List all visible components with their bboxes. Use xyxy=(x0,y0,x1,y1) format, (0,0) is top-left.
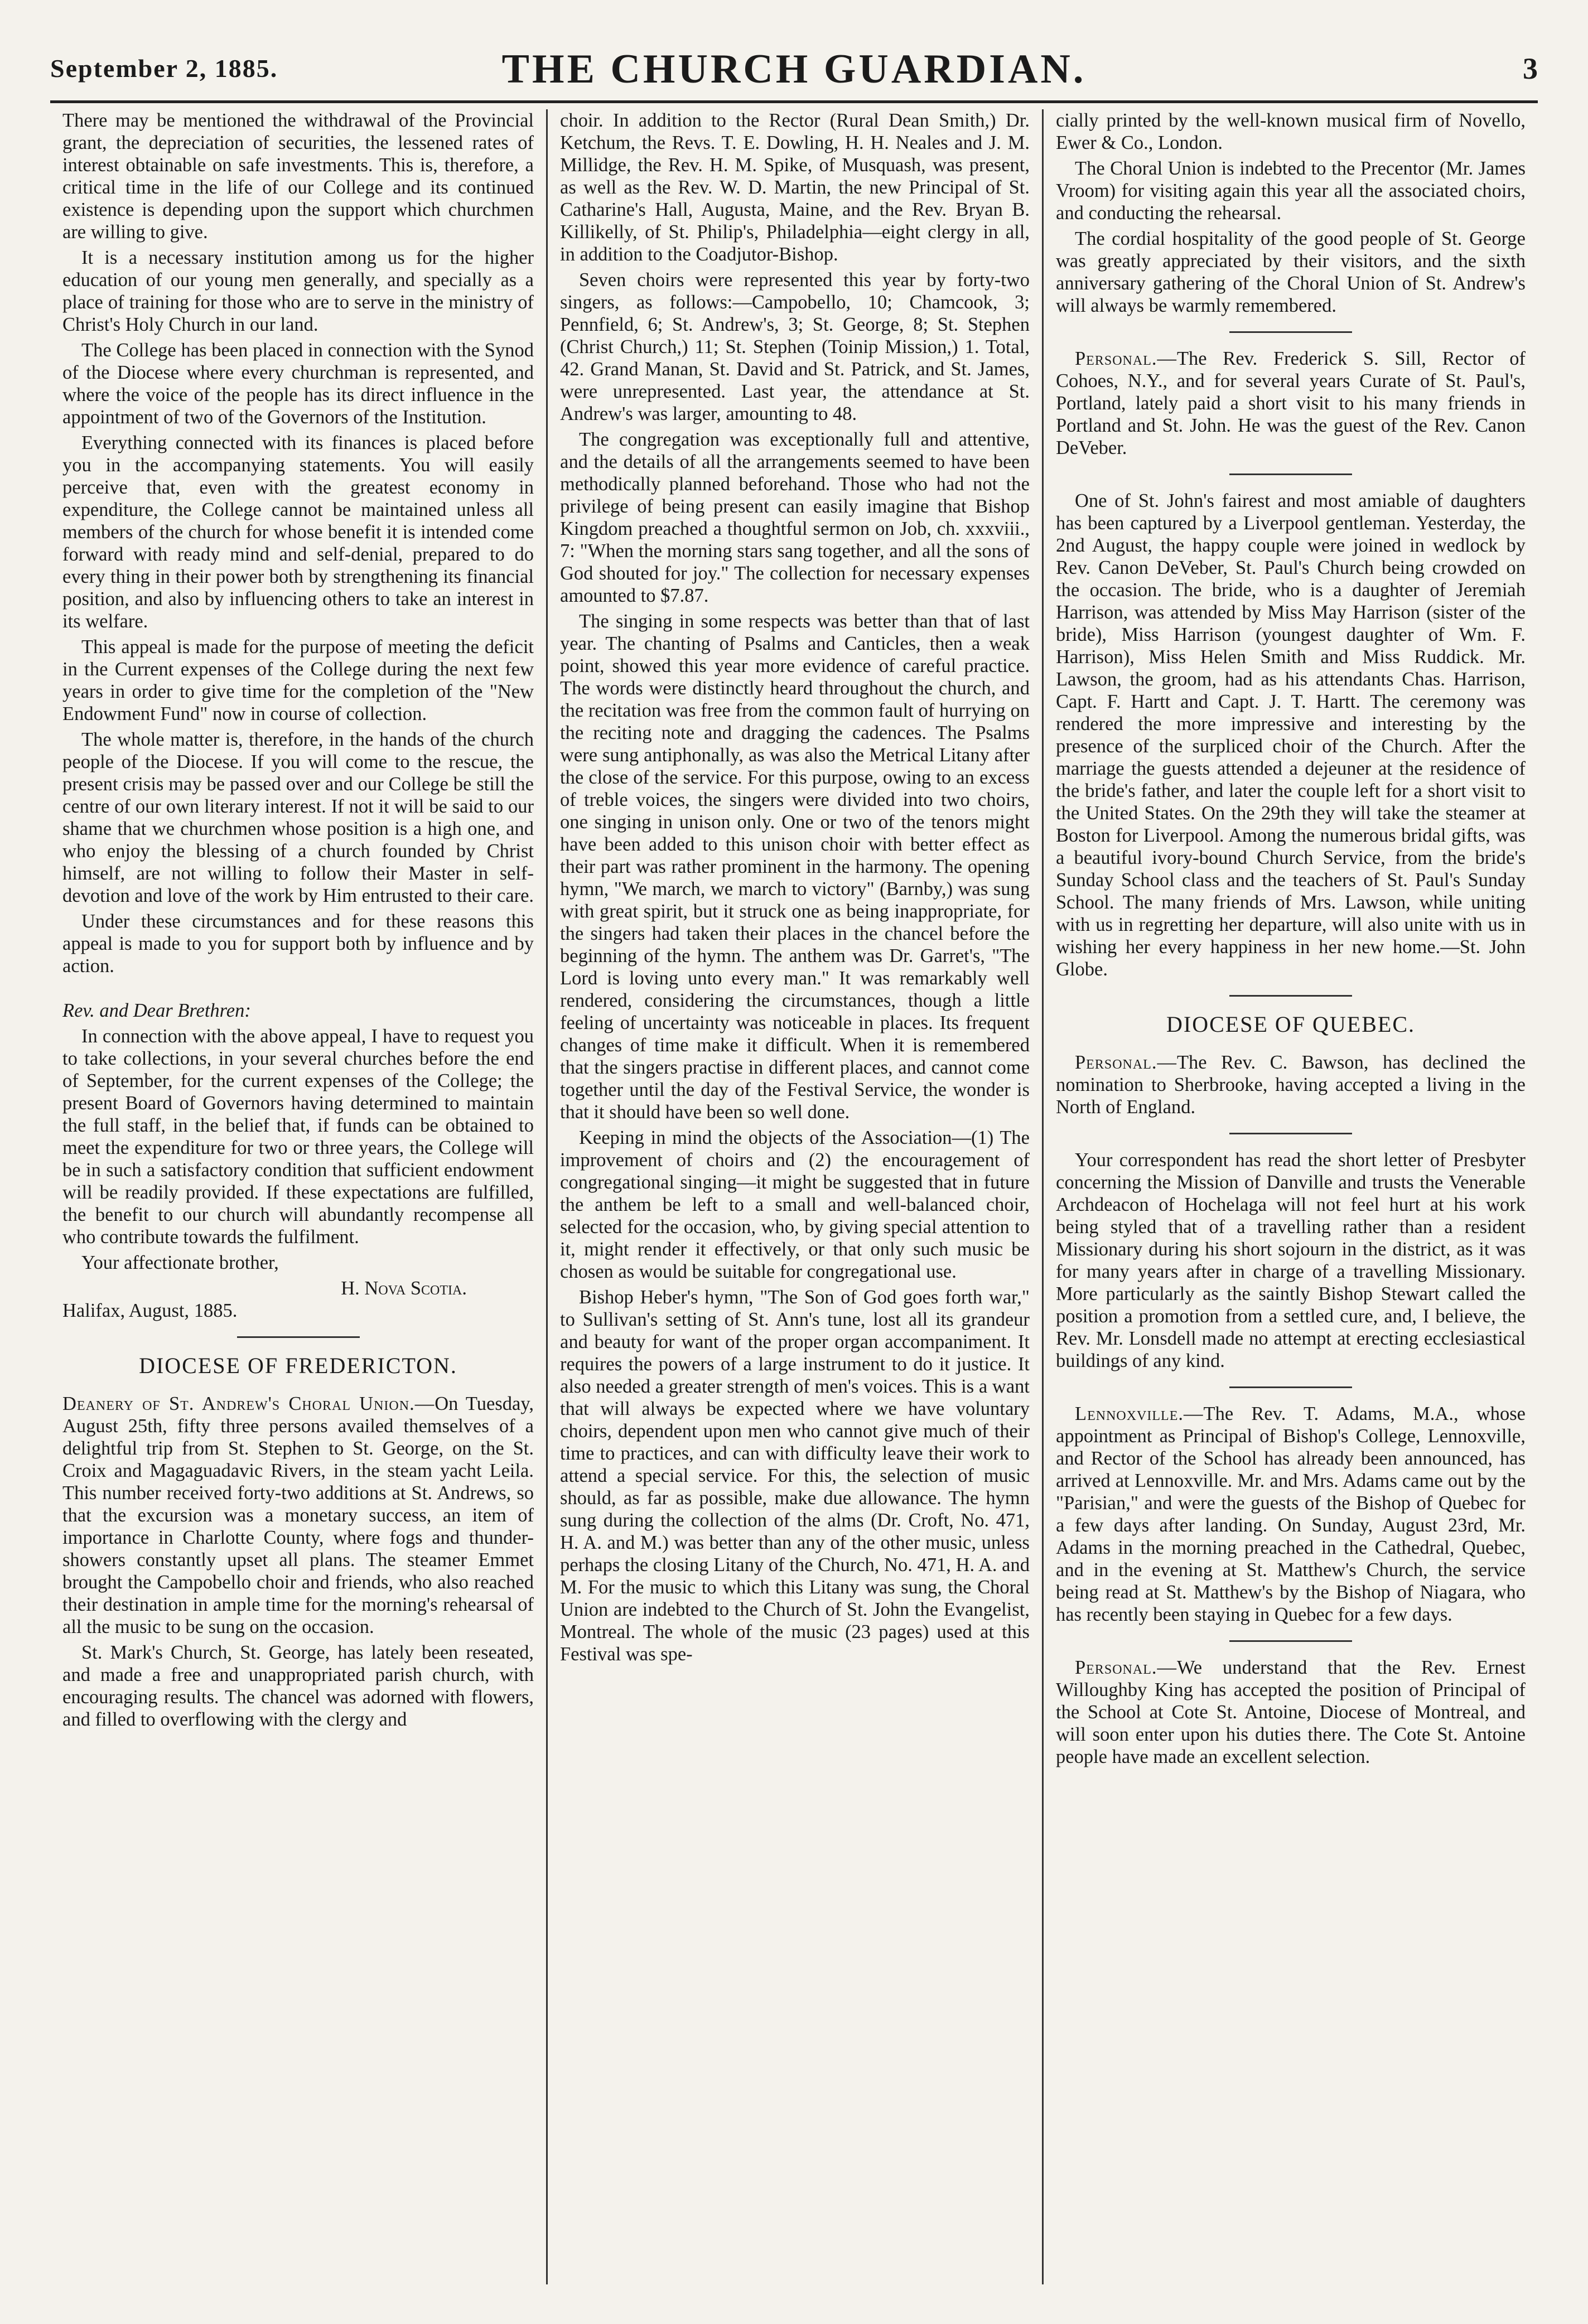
paragraph xyxy=(1056,347,1526,459)
lead-in: Deanery of St. Andrew's Choral Union.— xyxy=(62,1393,435,1414)
issue-date: September 2, 1885. xyxy=(50,54,278,83)
masthead-title: THE CHURCH GUARDIAN. xyxy=(501,46,1087,92)
signature-block xyxy=(62,1277,534,1322)
paragraph: Seven choirs were represented this year by forty-two singers, as follows:—Campobello, 10; Chamcook, 3; Pennfield, 6; St. Andrew's, 3; St. George, 8; St. Stephen (Christ Church,) 11; St. Stephen (Toinip Mission,) 1. Total, 42. Grand Manan, St. David and St. Patrick, and St. James, were unrepresented. Last year, the attendance at St. Andrew's was larger, amounting to 48. xyxy=(560,269,1030,424)
paragraph: Bishop Heber's hymn, "The Son of God goes forth war," to Sullivan's setting of St. Ann's tune, lost all its grandeur and beauty for want of the proper organ accompaniment. It requires the powers of a large instrument to do it justice. It also needed a greater strength of men's voices. This is a want that will always be expected where we have voluntary choirs, dependent upon men who cannot give much of their time to practices, and can with difficulty leave their work to attend a special service. For this, the selection of music should, as far as possible, make due allowance. The hymn sung during the collection of the alms (Dr. Croft, No. 471, H. A. and M.) was better than any of the other music, unless perhaps the closing Litany of the Church, No. 471, H. A. and M. For the music to which this Litany was sung, the Choral Union are indebted to the Church of St. John the Evangelist, Montreal. The whole of the music (23 pages) used at this Festival was spe- xyxy=(560,1287,1030,1665)
column-2 xyxy=(546,109,1042,2284)
paragraph xyxy=(1056,1051,1526,1118)
paragraph: cially printed by the well-known musical firm of Novello, Ewer & Co., London. xyxy=(1056,110,1526,153)
paragraph: In connection with the above appeal, I have to request you to take collections, in your several churches before the end of September, for the current expenses of the College; the present Board of Governors having determined to maintain the full staff, in the belief that, if funds can be obtained to meet the expenditure for two or three years, the College will be in such a satisfactory condition that sufficient endowment will be readily provided. If these expectations are fulfilled, the benefit to our church will abundantly recompense all who contribute towards the fulfilment. xyxy=(62,1026,534,1248)
divider xyxy=(1229,995,1352,997)
signature: H. Nova Scotia. xyxy=(341,1278,467,1299)
paragraph: Your correspondent has read the short letter of Presbyter concerning the Mission of Danville and trusts the Venerable Archdeacon of Hochelaga will not feel hurt at his work being styled that of a travelling rather than a resident Missionary during his short sojourn in the district, as it was for many years after in charge of a travelling Missionary. More particularly as the saintly Bishop Stewart called the position a promotion from a settled cure, and, I believe, the Rev. Mr. Lonsdell made no attempt at erecting ecclesiastical buildings of any kind. xyxy=(1056,1149,1526,1371)
paragraph-text: The Rev. T. Adams, M.A., whose appointment as Principal of Bishop's College, Lennoxville, and Rector of the School has already been announced, has arrived at Lennoxville. Mr. and Mrs. Adams came out by the "Parisian," and were the guests of the Bishop of Quebec for a few days after landing. On Sunday, August 23rd, Mr. Adams in the morning preached in the Cathedral, Quebec, and in the evening at St. Matthew's Church, the service being read at St. Matthew's by the Bishop of Niagara, who has recently been staying in Quebec for a few days. xyxy=(1056,1403,1526,1625)
paragraph: Keeping in mind the objects of the Association—(1) The improvement of choirs and (2) the encouragement of congregational singing—it might be suggested that in future the anthem be left to a small and well-balanced choir, selected for the occasion, who, by giving special attention to it, might render it effectively, or that only such music be chosen as would be suitable for congregational use. xyxy=(560,1127,1030,1282)
paragraph: The Choral Union is indebted to the Precentor (Mr. James Vroom) for visiting again this year all the associated choirs, and conducting the rehearsal. xyxy=(1056,158,1526,224)
divider xyxy=(237,1336,360,1338)
divider xyxy=(1229,474,1352,475)
section-heading-fredericton: DIOCESE OF FREDERICTON. xyxy=(139,1353,457,1378)
paragraph: Under these circumstances and for these reasons this appeal is made to you for support both by influence and by action. xyxy=(62,911,534,977)
divider xyxy=(1229,331,1352,333)
paragraph: choir. In addition to the Rector (Rural Dean Smith,) Dr. Ketchum, the Revs. T. E. Dowling, H. H. Neales and J. M. Millidge, the Rev. H. M. Spike, of Musquash, was present, as well as the Rev. W. D. Martin, the new Principal of St. Catharine's Hall, Augusta, Maine, and the Rev. Bryan B. Killikelly, of St. Philip's, Philadelphia—eight clergy in all, in addition to the Coadjutor-Bishop. xyxy=(560,110,1030,265)
lead-in: Personal.— xyxy=(1075,1052,1177,1073)
paragraph-text: We understand that the Rev. Ernest Willoughby King has accepted the position of Principal of the School at Cote St. Antoine, Diocese of Montreal, and will soon enter upon his duties there. The Cote St. Antoine people have made an excellent selection. xyxy=(1056,1657,1526,1767)
closing: Your affectionate brother, xyxy=(81,1252,279,1273)
lead-in: Personal.— xyxy=(1075,348,1177,369)
section-heading-quebec: DIOCESE OF QUEBEC. xyxy=(1166,1012,1416,1037)
page-header xyxy=(50,39,1538,103)
divider xyxy=(1229,1133,1352,1134)
article-columns xyxy=(50,109,1538,2284)
lead-in: Personal.— xyxy=(1075,1657,1177,1678)
paragraph: The congregation was exceptionally full and attentive, and the details of all the arrangements seemed to have been methodically planned beforehand. Those who had not the privilege of being present can easily imagine that Bishop Kingdom preached a thoughtful sermon on Job, ch. xxxviii., 7: "When the morning stars sang together, and all the sons of God shouted for joy." The collection for necessary expenses amounted to $7.87. xyxy=(560,429,1030,606)
paragraph xyxy=(62,1393,534,1638)
paragraph: Everything connected with its finances is placed before you in the accompanying statements. You will easily perceive that, even with the greatest economy in expenditure, the College cannot be maintained unless all members of the church for whose benefit it is intended come forward with ready mind and self-denial, prepared to do every thing in their power both by strengthening its financial position, and also by influencing others to take an interest in its welfare. xyxy=(62,432,534,632)
paragraph: St. Mark's Church, St. George, has lately been reseated, and made a free and unappropriated parish church, with encouraging results. The chancel was adorned with flowers, and filled to overflowing with the clergy and xyxy=(62,1642,534,1730)
paragraph xyxy=(1056,1656,1526,1768)
paragraph: The cordial hospitality of the good people of St. George was greatly appreciated by their visitors, and the sixth anniversary gathering of the Choral Union of St. Andrew's will always be warmly remembered. xyxy=(1056,228,1526,316)
paragraph xyxy=(1056,1403,1526,1626)
paragraph: The singing in some respects was better than that of last year. The chanting of Psalms and Canticles, then a weak point, showed this year more evidence of careful practice. The words were distinctly heard throughout the church, and the recitation was free from the common fault of hurrying on the reciting note and dragging the cadences. The Psalms were sung antiphonally, as was also the Metrical Litany after the close of the service. For this purpose, owing to an excess of treble voices, the singers were divided into two choirs, one singing in unison only. One or two of the tenors might have been added to this unison choir with better effect as their part was rather prominent in the harmony. The opening hymn, "We march, we march to victory" (Barnby,) was sung with great spirit, but it struck one as being inappropriate, for the singers had taken their places in the chancel before the beginning of the hymn. The anthem was Dr. Garret's, "The Lord is loving unto every man." It was remarkably well rendered, considering the circumstances, though a little feeling of uncertainty was noticeable in places. Its frequent changes of time make it difficult. When it is remembered that the singers practise in different places, and cannot come together until the day of the Festival Service, the wonder is that it should have been so well done. xyxy=(560,611,1030,1123)
paragraph-text: On Tuesday, August 25th, fifty three persons availed themselves of a delightful trip from St. Stephen to St. George, on the St. Croix and Magaguadavic Rivers, in the steam yacht Leila. This number received forty-two additions at St. Andrews, so that the excursion was a monetary success, an item of importance in Charlotte County, where fogs and thunder-showers constantly upset all plans. The steamer Emmet brought the Campobello choir and friends, who also reached their destination in ample time for the morning's rehearsal of all the music to be sung on the occasion. xyxy=(62,1393,534,1637)
paragraph-text: The Rev. C. Bawson, has declined the nomination to Sherbrooke, having accepted a living in the North of England. xyxy=(1056,1052,1526,1118)
paragraph: The College has been placed in connection with the Synod of the Diocese where every churchman is represented, and where the voice of the people has its direct influence in the appointment of two of the Governors of the Institution. xyxy=(62,340,534,428)
divider xyxy=(1229,1640,1352,1642)
paragraph: The whole matter is, therefore, in the hands of the church people of the Diocese. If you will come to the rescue, the present crisis may be passed over and our College be still the centre of our own literary interest. If not it will be said to our shame that we churchmen whose position is a high one, and who enjoy the blessing of a church founded by Christ himself, are not willing to follow their Master in self-devotion and love of the work by Him entrusted to their care. xyxy=(62,729,534,906)
page-number: 3 xyxy=(1523,52,1538,85)
divider xyxy=(1229,1386,1352,1388)
place-date: Halifax, August, 1885. xyxy=(62,1300,238,1321)
lead-in: Lennoxville.— xyxy=(1075,1403,1204,1424)
column-3 xyxy=(1042,109,1538,2284)
paragraph: It is a necessary institution among us for the higher education of our young men generally, and specially as a place of training for those who are to serve in the ministry of Christ's Holy Church in our land. xyxy=(62,247,534,335)
salutation: Rev. and Dear Brethren: xyxy=(62,1000,251,1021)
paragraph: There may be mentioned the withdrawal of the Provincial grant, the depreciation of securities, the lessened rates of interest obtainable on safe investments. This is, therefore, a critical time in the life of our College and its continued existence is depending upon the support which churchmen are willing to give. xyxy=(62,110,534,243)
column-1 xyxy=(50,109,546,2284)
paragraph: One of St. John's fairest and most amiable of daughters has been captured by a Liverpool gentleman. Yesterday, the 2nd August, the happy couple were joined in wedlock by Rev. Canon DeVeber, St. Paul's Church being crowded on the occasion. The bride, who is a daughter of Jeremiah Harrison, was attended by Miss May Harrison (sister of the bride), Miss Harrison (youngest daughter of Wm. F. Harrison), Miss Helen Smith and Miss Ruddick. Mr. Lawson, the groom, had as his attendants Chas. Harrison, Capt. F. Hartt and Capt. J. T. Hartt. The ceremony was rendered the more impressive and interesting by the presence of the surpliced choir of the Church. After the marriage the guests attended a dejeuner at the residence of the bride's father, and later the couple left for a short visit to the United States. On the 29th they will take the steamer at Boston for Liverpool. Among the numerous bridal gifts, was a beautiful ivory-bound Church Service, from the bride's Sunday School class and the teachers of St. Paul's Sunday School. The many friends of Mrs. Lawson, while uniting with us in regretting her departure, will also unite with us in wishing her every happiness in her new home.—St. John Globe. xyxy=(1056,490,1526,980)
paragraph-text: The Rev. Frederick S. Sill, Rector of Cohoes, N.Y., and for several years Curate of St. Paul's, Portland, lately paid a short visit to his many friends in Portland and St. John. He was the guest of the Rev. Canon DeVeber. xyxy=(1056,348,1526,458)
paragraph: This appeal is made for the purpose of meeting the deficit in the Current expenses of the College during the next few years in order to give time for the completion of the "New Endowment Fund" now in course of collection. xyxy=(62,636,534,724)
